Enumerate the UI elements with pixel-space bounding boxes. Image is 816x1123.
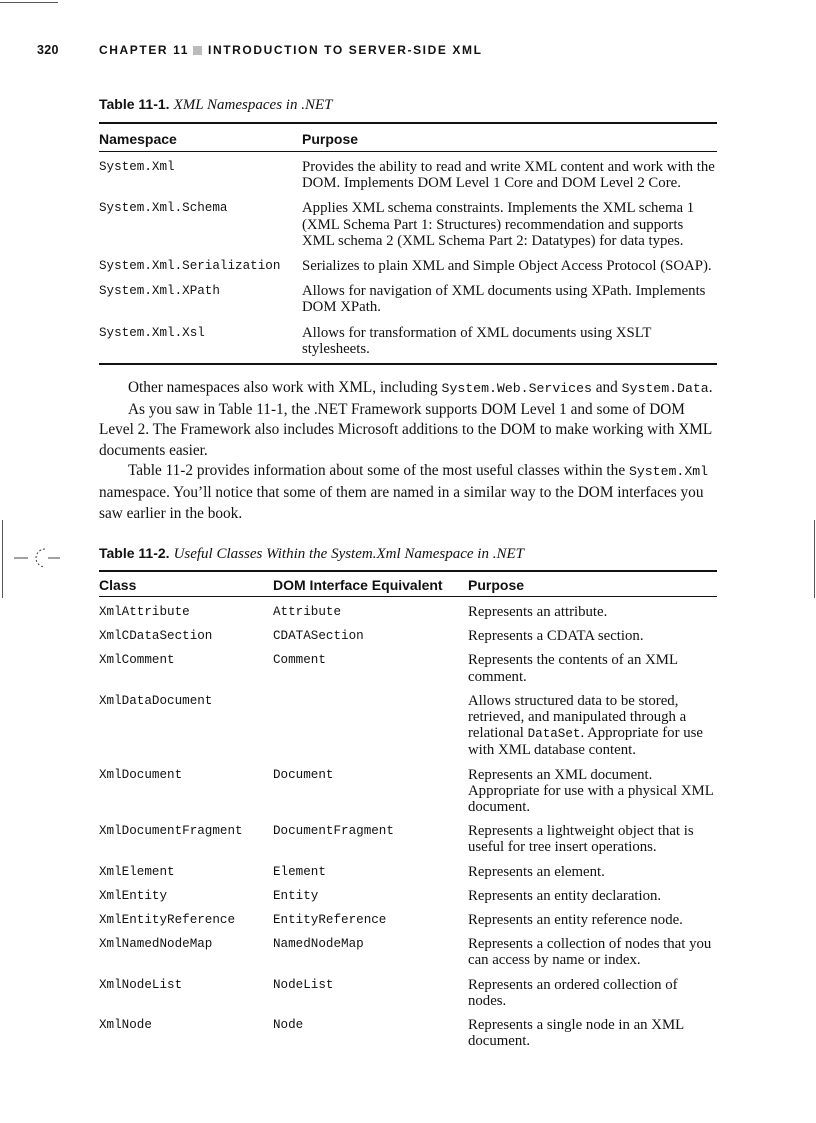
purpose-cell: [468, 693, 717, 759]
class-cell: XmlDocumentFragment: [99, 824, 243, 839]
text-run: Table 11-2 provides information about some of the most useful classes within the: [128, 462, 629, 480]
class-cell: XmlEntityReference: [99, 913, 236, 928]
table-row: [99, 325, 717, 357]
paragraph: As you saw in Table 11-1, the .NET Framework supports DOM Level 1 and some of DOM Level 2. The Framework also includes Microsoft additions to the DOM to make working with XML documents easier.: [99, 400, 712, 459]
registration-mark-icon: [14, 546, 60, 570]
inline-code: System.Data: [621, 381, 709, 396]
column-header: Purpose: [302, 131, 359, 147]
table-row: [99, 652, 717, 684]
running-header: [0, 43, 816, 63]
table-row: [99, 159, 717, 191]
table-row: [99, 693, 717, 759]
purpose-cell: Allows for transformation of XML documents using XSLT stylesheets.: [302, 324, 652, 357]
purpose-cell: Allows for navigation of XML documents using XPath. Implements DOM XPath.: [302, 283, 706, 316]
table-row: [99, 283, 717, 315]
table1-label: Table 11-1.: [99, 96, 170, 112]
purpose-cell: Represents an entity declaration.: [468, 887, 662, 904]
purpose-cell: Serializes to plain XML and Simple Object Access Protocol (SOAP).: [302, 258, 712, 275]
class-cell: XmlNamedNodeMap: [99, 937, 213, 952]
table1: [99, 122, 717, 365]
purpose-cell: Provides the ability to read and write XML content and work with the DOM. Implements DOM Level 1 Core and DOM Level 2 Core.: [302, 159, 715, 192]
class-cell: XmlDataDocument: [99, 693, 213, 708]
purpose-cell: Represents a lightweight object that is useful for tree insert operations.: [468, 823, 694, 856]
chapter-title: INTRODUCTION TO SERVER-SIDE XML: [208, 43, 483, 57]
table-row: [99, 258, 717, 274]
text-run: .: [708, 379, 713, 396]
table1-caption: [99, 96, 332, 114]
text-run: Allows structured data to be stored, retrieved, and manipulated through a relational: [468, 692, 687, 742]
table-row: [99, 936, 717, 968]
purpose-cell: Represents the contents of an XML comment.: [468, 652, 678, 685]
table1-header: [99, 129, 717, 149]
inline-code: System.Xml: [628, 464, 709, 480]
table-rule: [99, 122, 717, 124]
text-run: . Appropriate for use with XML database content.: [468, 725, 703, 759]
paragraph: [99, 378, 719, 400]
table-rule: [99, 570, 717, 572]
namespace-cell: System.Xml.XPath: [99, 284, 220, 299]
table2-header: [99, 575, 717, 595]
crop-mark-left: [2, 520, 3, 598]
dom-cell: Node: [273, 1018, 304, 1033]
class-cell: XmlNode: [99, 1018, 152, 1033]
text-run: Other namespaces also work with XML, including: [128, 379, 442, 396]
purpose-cell: Represents an attribute.: [468, 604, 608, 620]
table1-title: XML Namespaces in .NET: [173, 97, 333, 113]
purpose-cell: Represents a collection of nodes that you can access by name or index.: [468, 936, 712, 969]
table-row: [99, 1017, 717, 1049]
dom-cell: NamedNodeMap: [273, 937, 364, 952]
class-cell: XmlCDataSection: [99, 629, 213, 644]
dom-cell: Element: [273, 864, 326, 879]
table2-label: Table 11-2.: [99, 545, 170, 561]
paragraph: [99, 461, 719, 524]
table-row: [99, 888, 717, 904]
dom-cell: NodeList: [273, 977, 334, 992]
table2-title: Useful Classes Within the System.Xml Namespace in .NET: [173, 546, 524, 562]
column-header: Class: [99, 577, 137, 593]
inline-code: DataSet: [527, 727, 581, 742]
dom-cell: Attribute: [273, 605, 342, 619]
namespace-cell: System.Xml.Serialization: [99, 259, 281, 274]
table-row: [99, 912, 717, 928]
purpose-cell: Represents an ordered collection of nodes.: [468, 976, 678, 1009]
page-number: 320: [37, 43, 59, 57]
table-rule: [99, 596, 717, 597]
chapter-separator-icon: [193, 46, 202, 55]
class-cell: XmlElement: [99, 864, 175, 879]
purpose-cell: Represents a single node in an XML document.: [468, 1017, 684, 1050]
table-row: [99, 977, 717, 1009]
namespace-cell: System.Xml.Xsl: [99, 325, 205, 340]
table-row: [99, 604, 717, 620]
purpose-cell: Represents an entity reference node.: [468, 912, 683, 929]
purpose-cell: Applies XML schema constraints. Implements the XML schema 1 (XML Schema Part 1: Structures) recommendation and supports XML schema 2 (XML Schema Part 2: Datatypes) for data types.: [302, 200, 695, 249]
class-cell: XmlNodeList: [99, 977, 183, 992]
namespace-cell: System.Xml: [99, 160, 175, 174]
dom-cell: Comment: [273, 653, 326, 668]
text-run: namespace. You’ll notice that some of them are named in a similar way to the DOM interfaces you saw earlier in the book.: [99, 483, 704, 522]
dom-cell: DocumentFragment: [273, 824, 394, 839]
chapter-label: CHAPTER 11: [99, 43, 190, 57]
text-run: and: [591, 379, 622, 396]
dom-cell: CDATASection: [273, 629, 364, 644]
column-header: DOM Interface Equivalent: [273, 577, 443, 593]
table2: [99, 570, 717, 1049]
purpose-cell: Represents an element.: [468, 863, 605, 880]
class-cell: XmlDocument: [99, 767, 183, 782]
dom-cell: Document: [273, 767, 334, 782]
chapter-heading: [99, 43, 483, 57]
body-text: [99, 378, 719, 524]
crop-mark-right: [814, 520, 815, 598]
inline-code: System.Web.Services: [441, 381, 592, 396]
class-cell: XmlComment: [99, 653, 175, 668]
table-row: [99, 864, 717, 880]
dom-cell: EntityReference: [273, 913, 387, 928]
column-header: Purpose: [468, 577, 525, 593]
table-rule: [99, 363, 717, 365]
purpose-cell: Represents an XML document. Appropriate for use with a physical XML document.: [468, 766, 714, 816]
table-row: [99, 823, 717, 855]
crop-mark-top: [0, 2, 58, 3]
table-row: [99, 767, 717, 816]
dom-cell: Entity: [273, 888, 319, 903]
table2-caption: [99, 545, 524, 563]
class-cell: XmlEntity: [99, 888, 168, 903]
purpose-cell: Represents a CDATA section.: [468, 628, 644, 645]
class-cell: XmlAttribute: [99, 605, 190, 619]
column-header: Namespace: [99, 131, 177, 147]
table-row: [99, 200, 717, 249]
namespace-cell: System.Xml.Schema: [99, 201, 228, 216]
table-row: [99, 628, 717, 644]
table-rule: [99, 151, 717, 152]
